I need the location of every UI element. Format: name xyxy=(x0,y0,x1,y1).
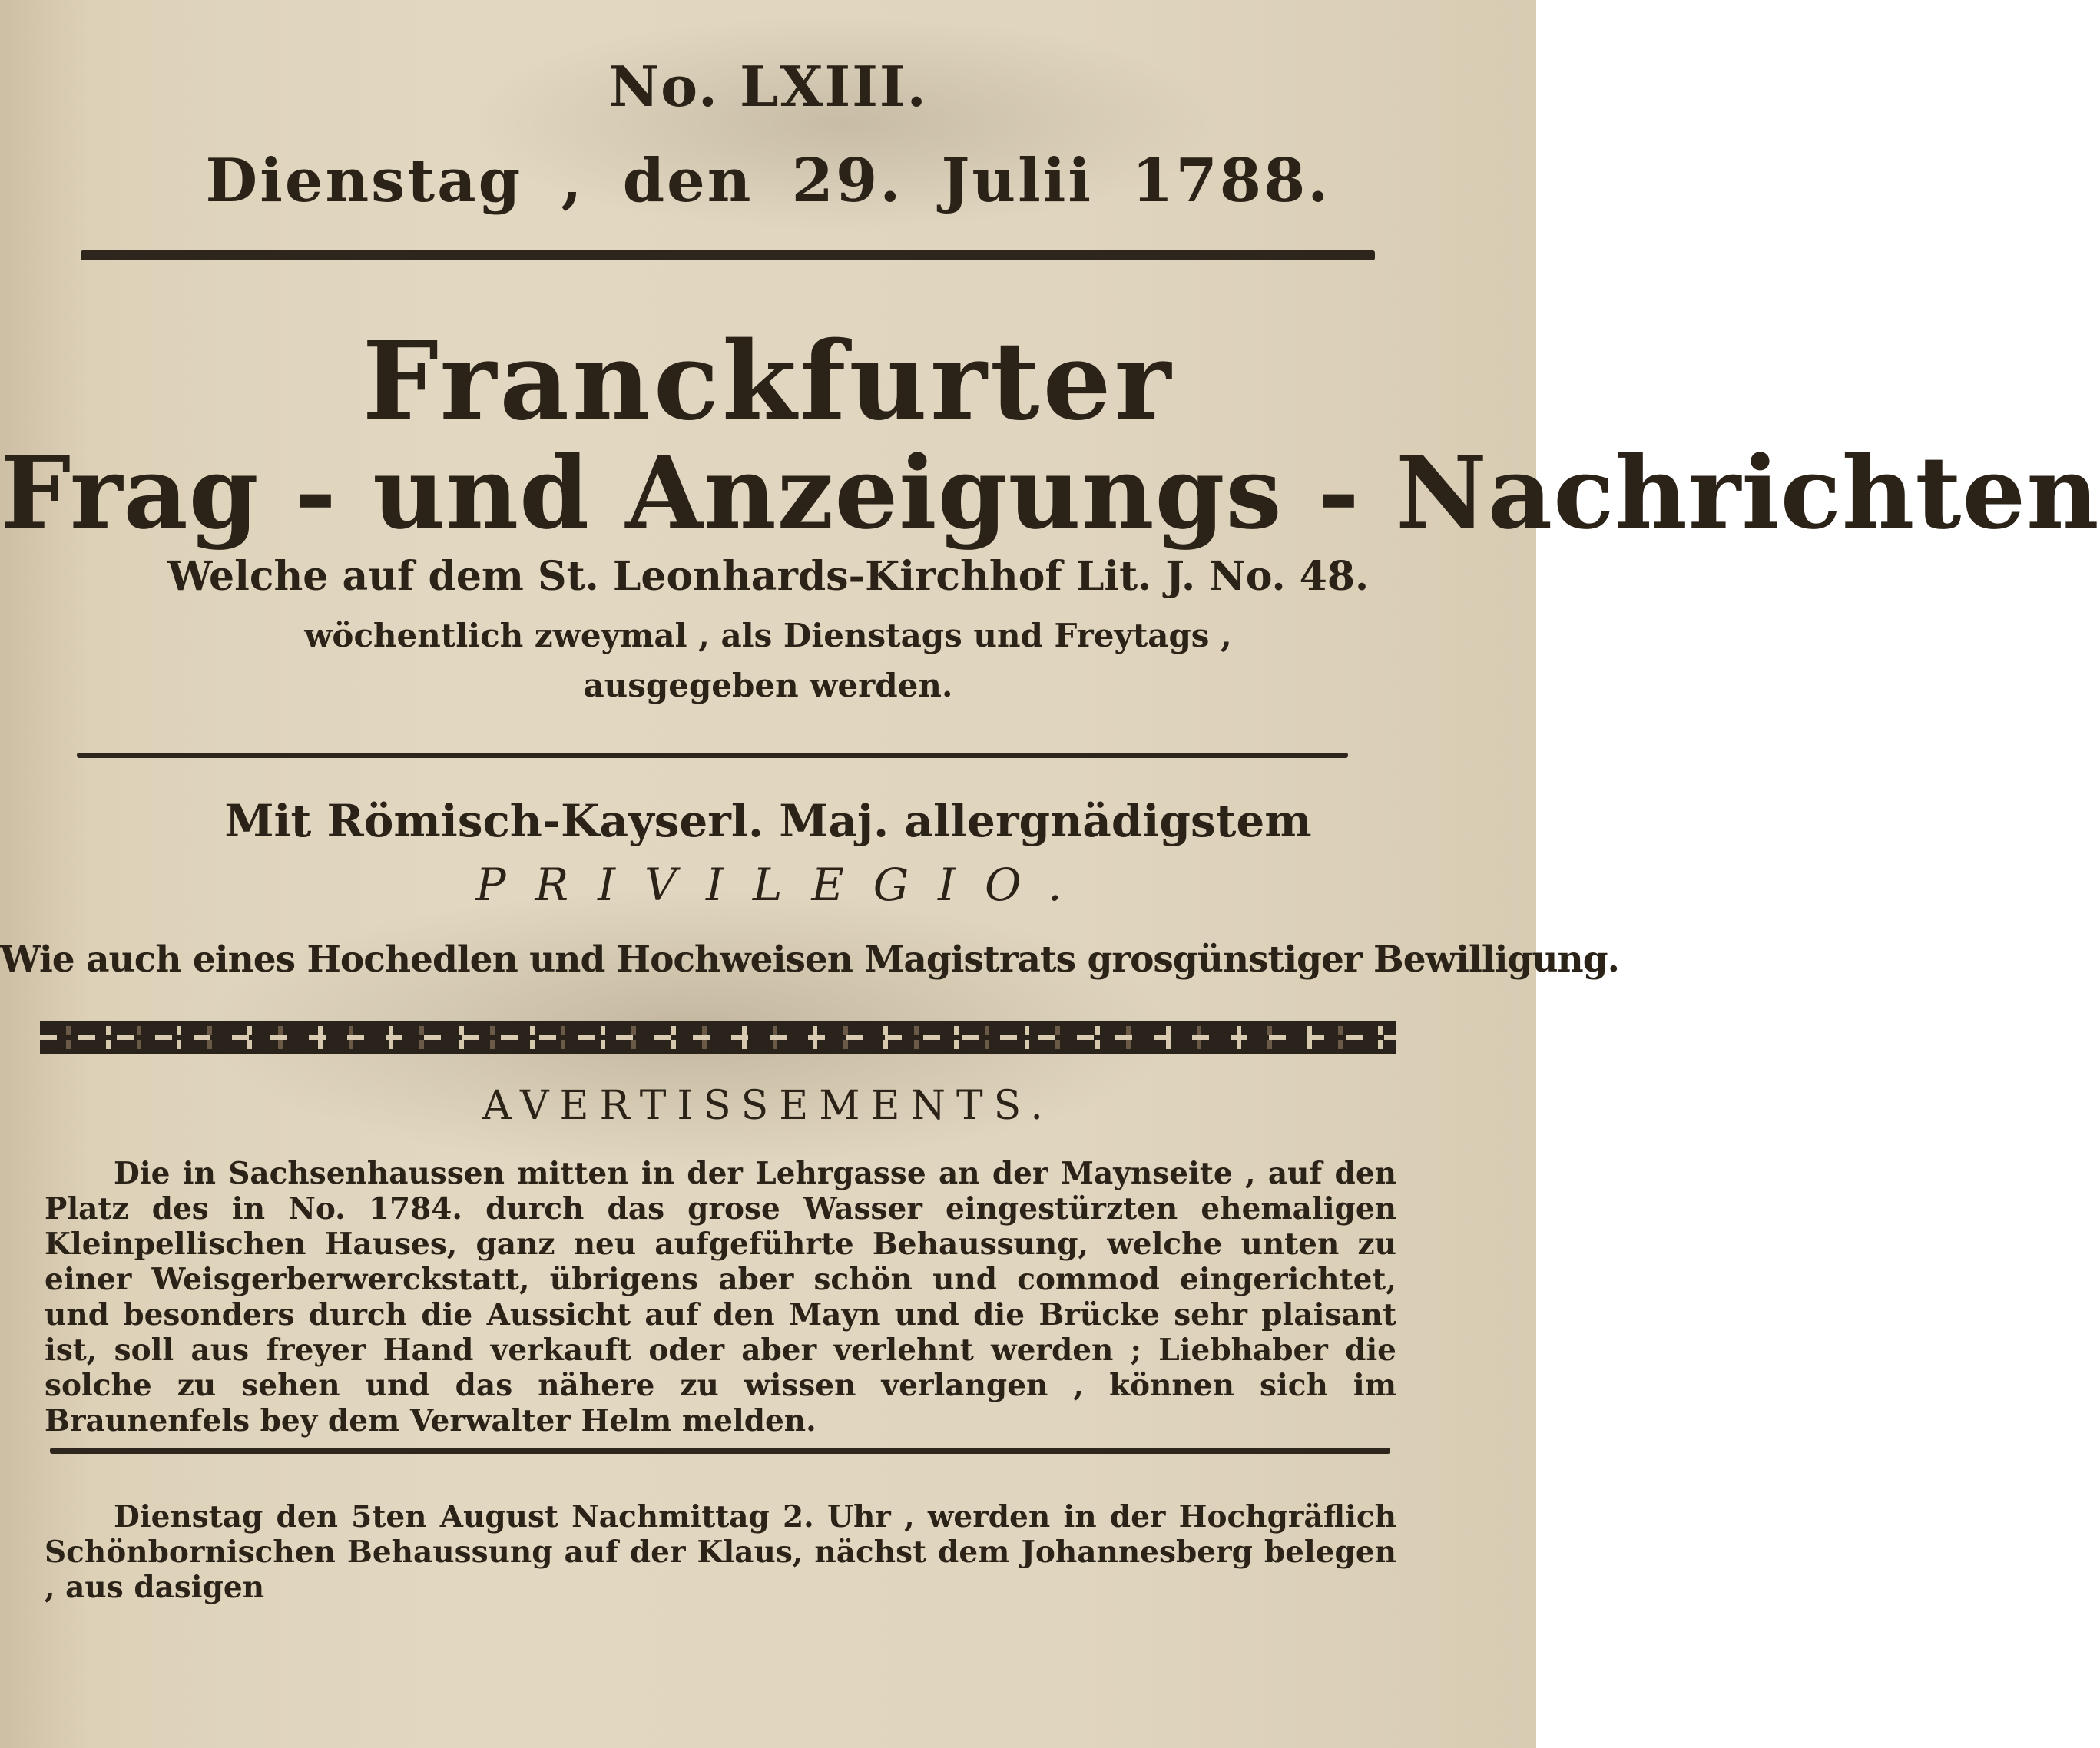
issue-number: No. LXIII. xyxy=(608,54,928,119)
masthead-title-line2: Frag - und Anzeigungs - Nachrichten xyxy=(0,434,2100,551)
privilege-word: PRIVILEGIO. xyxy=(475,859,1091,911)
masthead-title-line1: Franckfurter xyxy=(362,319,1174,445)
publisher-address: Welche auf dem St. Leonhards-Kirchhof Lit. J. No. 48. xyxy=(167,553,1370,600)
issue-date: Dienstag , den 29. Julii 1788. xyxy=(205,146,1331,216)
privilege-intro: Mit Römisch-Kayserl. Maj. allergnädigstem xyxy=(224,795,1312,847)
top-rule xyxy=(81,250,1375,260)
advertisement-paragraph: Dienstag den 5ten August Nachmittag 2. Uhr , werden in der Hochgräflich Schönbornischen Behaussung auf der Klaus, nächst dem Johannesberg belegen , aus dasigen xyxy=(45,1499,1396,1605)
publication-frequency: wöchentlich zweymal , als Dienstags und Freytags , xyxy=(304,617,1232,654)
ornamental-border xyxy=(40,1021,1396,1054)
masthead-rule xyxy=(77,753,1348,758)
section-title: AVERTISSEMENTS. xyxy=(482,1083,1054,1129)
magistrate-consent: Wie auch eines Hochedlen und Hochweisen Magistrats grosgünstiger Bewilligung. xyxy=(0,939,1619,981)
advertisement-paragraph: Die in Sachsenhaussen mitten in der Lehrgasse an der Maynseite , auf den Platz des in No. 1784. durch das grose Wasser eingestürzten ehemaligen Kleinpellischen Hauses, ganz neu aufgeführte Behaussung, welche unten zu einer Weisgerberwerckstatt, übrigens aber schön und commod eingerichtet, und besonders durch die Aussicht auf den Mayn und die Brücke sehr plaisant ist, soll aus freyer Hand verkauft oder aber verlehnt werden ; Liebhaber die solche zu sehen und das nähere zu wissen verlangen , können sich im Braunenfels bey dem Verwalter Helm melden. xyxy=(45,1156,1396,1438)
publication-issued: ausgegeben werden. xyxy=(583,667,953,704)
paragraph-rule xyxy=(50,1448,1390,1454)
